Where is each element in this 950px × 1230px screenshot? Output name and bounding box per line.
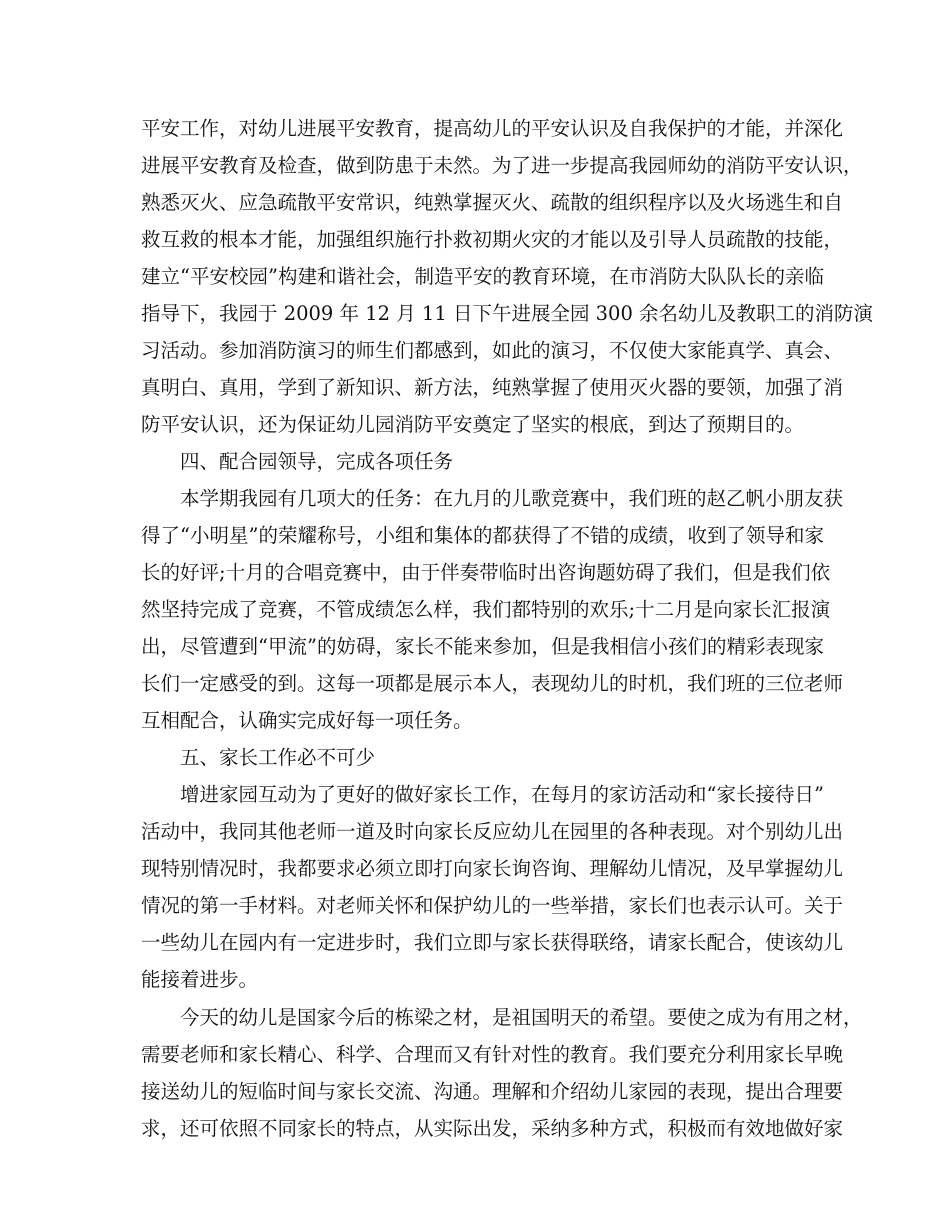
text-line: 然坚持完成了竞赛，不管成绩怎么样，我们都特别的欢乐;十二月是向家长汇报演	[141, 598, 831, 621]
text-line: 进展平安教育及检查，做到防患于未然。为了进一步提高我园师幼的消防平安认识，	[141, 154, 863, 177]
text-line: 活动中，我同其他老师一道及时向家长反应幼儿在园里的各种表现。对个别幼儿出	[141, 820, 844, 843]
text-line: 本学期我园有几项大的任务：在九月的儿歌竞赛中，我们班的赵乙帆小朋友获	[180, 487, 844, 510]
text-line: 救互救的根本才能，加强组织施行扑救初期火灾的才能以及引导人员疏散的技能，	[141, 228, 844, 251]
text-line: 求，还可依照不同家长的特点，从实际出发，采纳多种方式，积极而有效地做好家	[141, 1117, 844, 1140]
text-line: 互相配合，认确实完成好每一项任务。	[141, 709, 473, 732]
text-line: 习活动。参加消防演习的师生们都感到，如此的演习，不仅使大家能真学、真会、	[141, 339, 844, 362]
text-line: 能接着进步。	[141, 968, 259, 991]
text-line: 需要老师和家长精心、科学、合理而又有针对性的教育。我们要充分利用家长早晚	[141, 1043, 844, 1066]
text-line: 建立“平安校园”构建和谐社会，制造平安的教育环境，在市消防大队队长的亲临	[141, 265, 824, 288]
text-line: 现特别情况时，我都要求必须立即打向家长询咨询、理解幼儿情况，及早掌握幼儿	[141, 857, 844, 880]
text-line: 防平安认识，还为保证幼儿园消防平安奠定了坚实的根底，到达了预期目的。	[141, 413, 805, 436]
text-line: 指导下，我园于 2009 年 12 月 11 日下午进展全园 300 余名幼儿及教职工的消防演	[141, 302, 874, 325]
text-line: 平安工作，对幼儿进展平安教育，提高幼儿的平安认识及自我保护的才能，并深化	[141, 117, 844, 140]
text-line: 熟悉灭火、应急疏散平安常识，纯熟掌握灭火、疏散的组织程序以及火场逃生和自	[141, 191, 844, 214]
text-line: 得了“小明星”的荣耀称号，小组和集体的都获得了不错的成绩，收到了领导和家	[141, 524, 824, 547]
section-heading: 四、配合园领导，完成各项任务	[180, 450, 454, 473]
section-heading: 五、家长工作必不可少	[180, 746, 376, 769]
text-line: 出，尽管遭到“甲流”的妨碍，家长不能来参加，但是我相信小孩们的精彩表现家	[141, 635, 824, 658]
text-line: 真明白、真用，学到了新知识、新方法，纯熟掌握了使用灭火器的要领，加强了消	[141, 376, 844, 399]
text-line: 今天的幼儿是国家今后的栋梁之材，是祖国明天的希望。要使之成为有用之材，	[180, 1006, 863, 1029]
text-line: 增进家园互动为了更好的做好家长工作，在每月的家访活动和“家长接待日”	[180, 783, 824, 806]
text-line: 长的好评;十月的合唱竞赛中，由于伴奏带临时出咨询题妨碍了我们，但是我们依	[141, 561, 831, 584]
text-line: 接送幼儿的短临时间与家长交流、沟通。理解和介绍幼儿家园的表现，提出合理要	[141, 1080, 844, 1103]
text-line: 长们一定感受的到。这每一项都是展示本人，表现幼儿的时机，我们班的三位老师	[141, 672, 844, 695]
text-line: 一些幼儿在园内有一定进步时，我们立即与家长获得联络，请家长配合，使该幼儿	[141, 931, 844, 954]
text-line: 情况的第一手材料。对老师关怀和保护幼儿的一些举措，家长们也表示认可。关于	[141, 894, 844, 917]
